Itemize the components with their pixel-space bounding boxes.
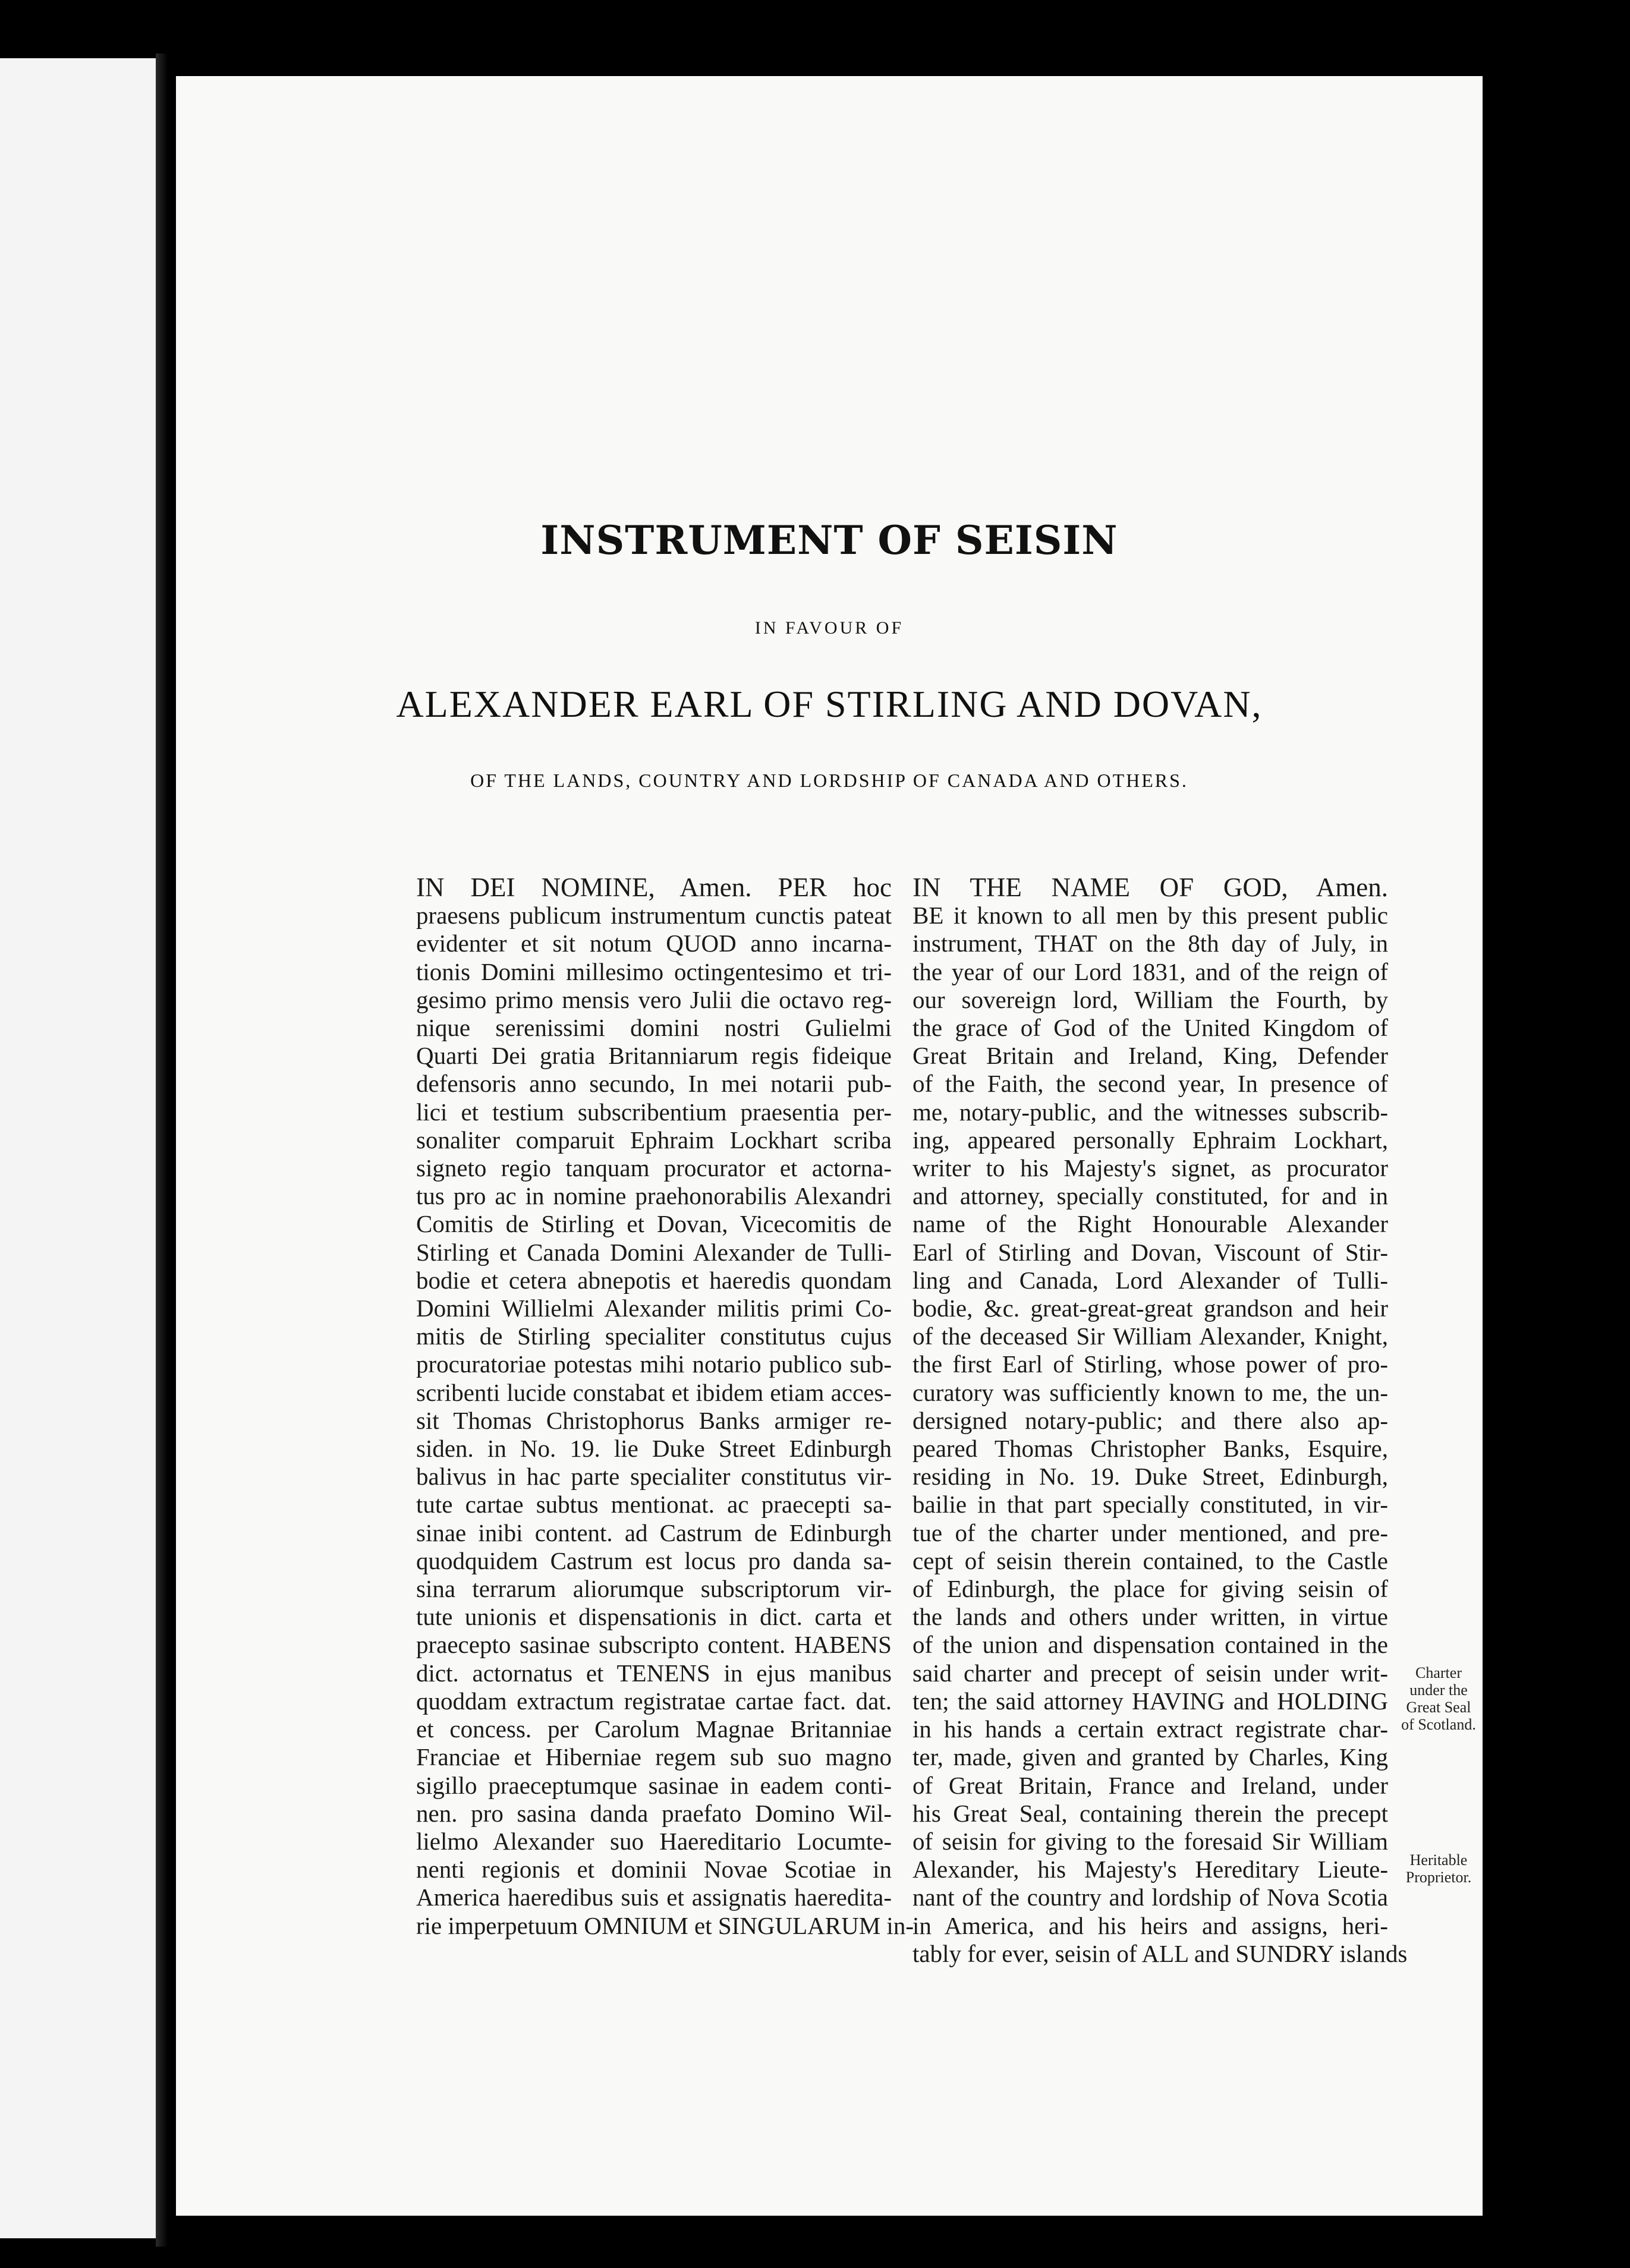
latin-text-line: praecepto sasinae subscripto content. HABENS [416,1631,892,1659]
english-text-line: name of the Right Honourable Alexander [912,1210,1388,1238]
latin-text-line: bodie et cetera abnepotis et haeredis quondam [416,1266,892,1294]
marginal-note-line: under the [1409,1681,1468,1699]
latin-text-line: sonaliter comparuit Ephraim Lockhart scriba [416,1126,892,1154]
latin-text-line: procuratoriae potestas mihi notario publico sub- [416,1350,892,1378]
latin-text-column [416,872,914,1940]
english-text-line: our sovereign lord, William the Fourth, by [912,985,1388,1013]
english-text-line: ten; the said attorney HAVING and HOLDING [912,1687,1388,1715]
latin-text-line: lielmo Alexander suo Haereditario Locumte- [416,1827,892,1855]
english-text-line: said charter and precept of seisin under writ- [912,1659,1388,1687]
latin-text-line: lici et testium subscribentium praesentia per- [416,1098,892,1126]
latin-text-line: America haeredibus suis et assignatis haeredita- [416,1883,892,1911]
lands-heading: OF THE LANDS, COUNTRY AND LORDSHIP OF CANADA AND OTHERS. [470,770,1188,791]
latin-text-line: evidenter et sit notum QUOD anno incarna- [416,930,892,957]
latin-text-line: tionis Domini millesimo octingentesimo et tri- [416,957,892,985]
english-text-line: ing, appeared personally Ephraim Lockhart, [912,1126,1388,1154]
english-text-line: of the deceased Sir William Alexander, Knight, [912,1322,1388,1350]
english-text-line: the lands and others under written, in virtue [912,1603,1388,1631]
english-text-line: of seisin for giving to the foresaid Sir William [912,1827,1388,1855]
latin-text-line: quodquidem Castrum est locus pro danda sa- [416,1546,892,1574]
latin-text-line: nenti regionis et dominii Novae Scotiae in [416,1856,892,1883]
english-text-line: in his hands a certain extract registrate char- [912,1715,1388,1743]
english-text-line: BE it known to all men by this present public [912,902,1388,930]
english-text-line: and attorney, specially constituted, for and in [912,1182,1388,1210]
latin-text-line: quoddam extractum registratae cartae fact. dat. [416,1687,892,1715]
latin-text-line: siden. in No. 19. lie Duke Street Edinburgh [416,1435,892,1463]
marginal-note-line: Proprietor. [1405,1869,1472,1886]
latin-text-line: Stirling et Canada Domini Alexander de Tulli- [416,1238,892,1266]
english-text-line: of Great Britain, France and Ireland, under [912,1771,1388,1799]
english-text-line: instrument, THAT on the 8th day of July, in [912,930,1388,957]
latin-text-line: nen. pro sasina danda praefato Domino Wil- [416,1799,892,1827]
english-text-line: Earl of Stirling and Dovan, Viscount of Stir- [912,1238,1388,1266]
english-text-line: his Great Seal, containing therein the precept [912,1799,1388,1827]
english-text-line: peared Thomas Christopher Banks, Esquire, [912,1435,1388,1463]
english-text-line: tue of the charter under mentioned, and pre- [912,1519,1388,1546]
latin-text-line: scribenti lucide constabat et ibidem etiam acces- [416,1378,892,1406]
latin-text-line: Comitis de Stirling et Dovan, Vicecomitis de [416,1210,892,1238]
latin-text-line: nique serenissimi domini nostri Gulielmi [416,1014,892,1042]
latin-text-line: defensoris anno secundo, In mei notarii pub- [416,1070,892,1098]
latin-text-line: sina terrarum aliorumque subscriptorum vir- [416,1575,892,1603]
latin-text-line: tus pro ac in nomine praehonorabilis Alexandri [416,1182,892,1210]
english-text-line: in America, and his heirs and assigns, heri- [912,1911,1388,1939]
marginal-note-line: Charter [1415,1664,1462,1681]
english-text-line: me, notary-public, and the witnesses subscrib- [912,1098,1388,1126]
latin-text-line: sigillo praeceptumque sasinae in eadem conti- [416,1771,892,1799]
latin-text-line: tute unionis et dispensationis in dict. carta et [416,1603,892,1631]
latin-text-line: Domini Willielmi Alexander militis primi Co- [416,1294,892,1322]
english-text-line: ter, made, given and granted by Charles, King [912,1743,1388,1771]
latin-text-line: dict. actornatus et TENENS in ejus manibus [416,1659,892,1687]
marginal-note-line: Heritable [1409,1851,1468,1869]
english-text-line: of the union and dispensation contained in the [912,1631,1388,1659]
marginal-note-line: Great Seal [1406,1699,1471,1716]
facing-page-edge [0,58,156,2238]
english-text-column [912,872,1408,1968]
english-text-line: dersigned notary-public; and there also ap- [912,1406,1388,1434]
marginal-note-charter [1400,1664,1477,1733]
english-text-line: cept of seisin therein contained, to the Castle [912,1546,1388,1574]
latin-text-line: Quarti Dei gratia Britanniarum regis fideique [416,1042,892,1070]
latin-text-line: IN DEI NOMINE, Amen. PER hoc [416,872,892,902]
marginal-note-heritable [1400,1851,1477,1886]
english-text-line: Alexander, his Majesty's Hereditary Lieute- [912,1856,1388,1883]
english-text-line: of Edinburgh, the place for giving seisin of [912,1575,1388,1603]
english-text-line: nant of the country and lordship of Nova Scotia [912,1883,1388,1911]
latin-text-line: signeto regio tanquam procurator et actorna- [416,1154,892,1182]
english-text-line: ling and Canada, Lord Alexander of Tulli- [912,1266,1388,1294]
document-subtitle: IN FAVOUR OF [754,618,904,638]
latin-text-line: tute cartae subtus mentionat. ac praecepti sa- [416,1491,892,1519]
latin-text-line: rie imperpetuum OMNIUM et SINGULARUM in- [416,1911,914,1939]
latin-text-line: balivus in hac parte specialiter constitutus vir- [416,1463,892,1491]
english-text-line: bodie, &c. great-great-great grandson and heir [912,1294,1388,1322]
latin-text-line: Franciae et Hiberniae regem sub suo magno [416,1743,892,1771]
english-text-line: tably for ever, seisin of ALL and SUNDRY islands [912,1939,1408,1967]
latin-text-line: sinae inibi content. ad Castrum de Edinburgh [416,1519,892,1546]
grantee-heading: ALEXANDER EARL OF STIRLING AND DOVAN, [396,683,1263,725]
latin-text-line: gesimo primo mensis vero Julii die octavo reg- [416,985,892,1013]
english-text-line: the year of our Lord 1831, and of the reign of [912,957,1388,985]
english-text-line: bailie in that part specially constituted, in vir- [912,1491,1388,1519]
english-text-line: curatory was sufficiently known to me, the un- [912,1378,1388,1406]
english-text-line: the grace of God of the United Kingdom of [912,1014,1388,1042]
latin-text-line: mitis de Stirling specialiter constitutus cujus [416,1322,892,1350]
english-text-line: the first Earl of Stirling, whose power of pro- [912,1350,1388,1378]
document-title: INSTRUMENT OF SEISIN [540,517,1118,563]
english-text-line: Great Britain and Ireland, King, Defender [912,1042,1388,1070]
latin-text-line: praesens publicum instrumentum cunctis pateat [416,902,892,930]
latin-text-line: sit Thomas Christophorus Banks armiger re- [416,1406,892,1434]
english-text-line: of the Faith, the second year, In presence of [912,1070,1388,1098]
english-text-line: IN THE NAME OF GOD, Amen. [912,872,1388,902]
marginal-note-line: of Scotland. [1401,1716,1476,1733]
english-text-line: writer to his Majesty's signet, as procurator [912,1154,1388,1182]
binding-shadow [156,53,176,2247]
latin-text-line: et concess. per Carolum Magnae Britanniae [416,1715,892,1743]
english-text-line: residing in No. 19. Duke Street, Edinburgh, [912,1463,1388,1491]
